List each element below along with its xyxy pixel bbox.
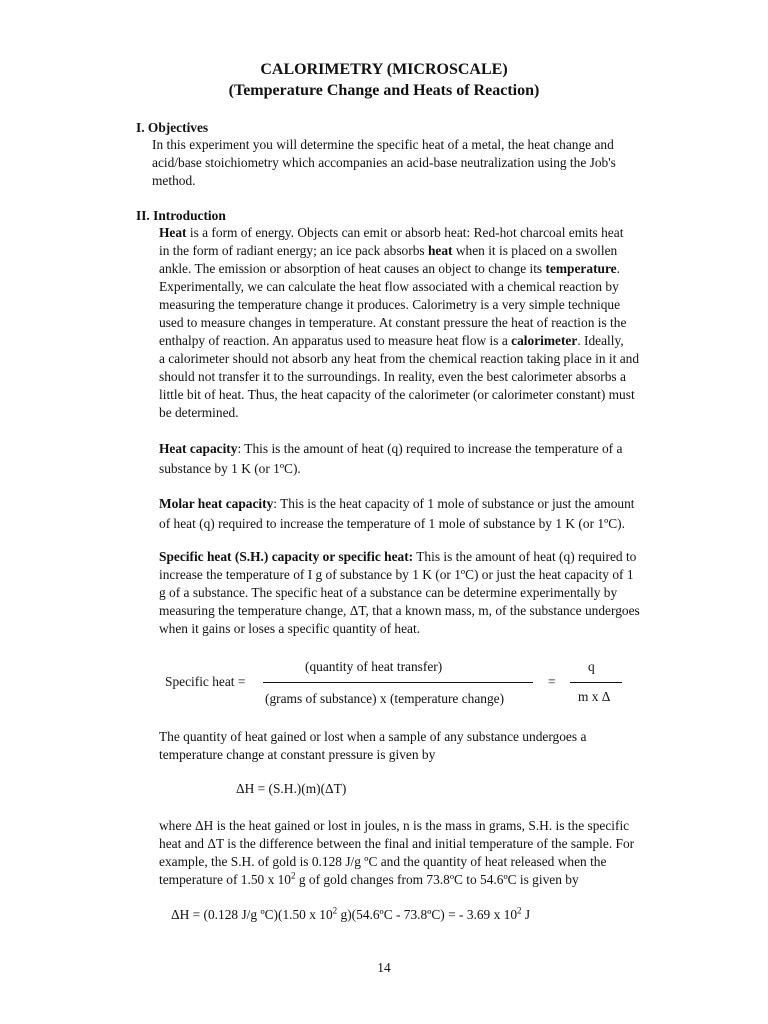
text-line: when it gains or loses a specific quantity of heat.	[159, 621, 421, 636]
gold-heat-equation: ΔH = (0.128 J/g ºC)(1.50 x $10^2$ g)(54.6ºC - 73.8ºC) = - 3.69 x $10^2$ J	[171, 905, 531, 922]
text-line: measuring the temperature change, ΔT, that a known mass, m, of the substance undergoes	[159, 603, 640, 618]
text-line: Specific heat (S.H.) capacity or specific heat: This is the amount of heat (q) required to	[159, 549, 637, 564]
text-line: substance by 1 K (or 1ºC).	[159, 461, 301, 476]
page-number: 14	[377, 960, 391, 975]
text-line: increase the temperature of I g of substance by 1 K (or 1ºC) or just the heat capacity of 1	[159, 567, 634, 582]
text-line: temperature change at constant pressure is given by	[159, 747, 436, 762]
text-line: a calorimeter should not absorb any heat from the chemical reaction taking place in it and	[159, 351, 640, 366]
formula-numerator: (quantity of heat transfer)	[305, 659, 443, 674]
formula-label: Specific heat =	[165, 674, 246, 689]
heat-capacity-definition	[159, 439, 622, 479]
introduction-heading: II. Introduction	[136, 208, 226, 223]
text-line: g of a substance. The specific heat of a substance can be determine experimentally by	[159, 585, 618, 600]
text-line: should not transfer it to the surroundings. In reality, even the best calorimeter absorbs a	[159, 369, 626, 384]
introduction-paragraph	[159, 224, 639, 422]
page-subtitle: (Temperature Change and Heats of Reaction)	[228, 82, 540, 99]
text-line: used to measure changes in temperature. At constant pressure the heat of reaction is the	[159, 315, 627, 330]
formula-rhs-denominator: m x Δ	[578, 689, 611, 704]
text-line: enthalpy of reaction. An apparatus used to measure heat flow is a calorimeter. Ideally,	[159, 333, 624, 348]
text-line: method.	[152, 173, 196, 188]
formula-equals: =	[548, 674, 556, 689]
text-line: little bit of heat. Thus, the heat capacity of the calorimeter (or calorimeter constant) must	[159, 387, 635, 402]
text-line: In this experiment you will determine the specific heat of a metal, the heat change and	[152, 137, 614, 152]
text-line: acid/base stoichiometry which accompanies an acid-base neutralization using the Job's	[152, 155, 616, 170]
molar-heat-capacity-definition	[159, 494, 635, 534]
text-line: heat and ΔT is the difference between the final and initial temperature of the sample. For	[159, 836, 635, 851]
fraction-bar	[263, 682, 533, 683]
specific-heat-definition	[159, 548, 640, 638]
text-line: example, the S.H. of gold is 0.128 J/g ºC and the quantity of heat released when the	[159, 854, 607, 869]
objectives-heading: I. Objectives	[136, 120, 209, 135]
text-line: The quantity of heat gained or lost when a sample of any substance undergoes a	[159, 729, 587, 744]
objectives-paragraph	[152, 136, 616, 190]
text-line: ankle. The emission or absorption of heat causes an object to change its temperature.	[159, 261, 620, 276]
rhs-fraction-bar	[570, 682, 622, 683]
text-line: of heat (q) required to increase the temperature of 1 mole of substance by 1 K (or 1ºC).	[159, 516, 625, 531]
text-line: where ΔH is the heat gained or lost in joules, n is the mass in grams, S.H. is the specific	[159, 818, 630, 833]
text-line: Heat is a form of energy. Objects can emit or absorb heat: Red-hot charcoal emits heat	[159, 225, 624, 240]
text-line: Experimentally, we can calculate the heat flow associated with a chemical reaction by	[159, 279, 619, 294]
text-line: Molar heat capacity: This is the heat capacity of 1 mole of substance or just the amount	[159, 496, 635, 511]
quantity-paragraph	[159, 728, 586, 764]
text-line: be determined.	[159, 405, 239, 420]
formula-rhs-numerator: q	[588, 659, 595, 674]
text-line: Heat capacity: This is the amount of heat (q) required to increase the temperature of a	[159, 441, 623, 456]
where-paragraph	[159, 817, 634, 889]
text-line: measuring the temperature change it produces. Calorimetry is a very simple technique	[159, 297, 621, 312]
page-title: CALORIMETRY (MICROSCALE)	[260, 61, 508, 78]
enthalpy-equation: ΔH = (S.H.)(m)(ΔT)	[236, 781, 347, 796]
text-line: temperature of 1.50 x $10^2$ g of gold changes from 73.8ºC to 54.6ºC is given by	[159, 870, 579, 887]
formula-denominator: (grams of substance) x (temperature change)	[265, 691, 505, 706]
text-line: in the form of radiant energy; an ice pack absorbs heat when it is placed on a swollen	[159, 243, 618, 258]
